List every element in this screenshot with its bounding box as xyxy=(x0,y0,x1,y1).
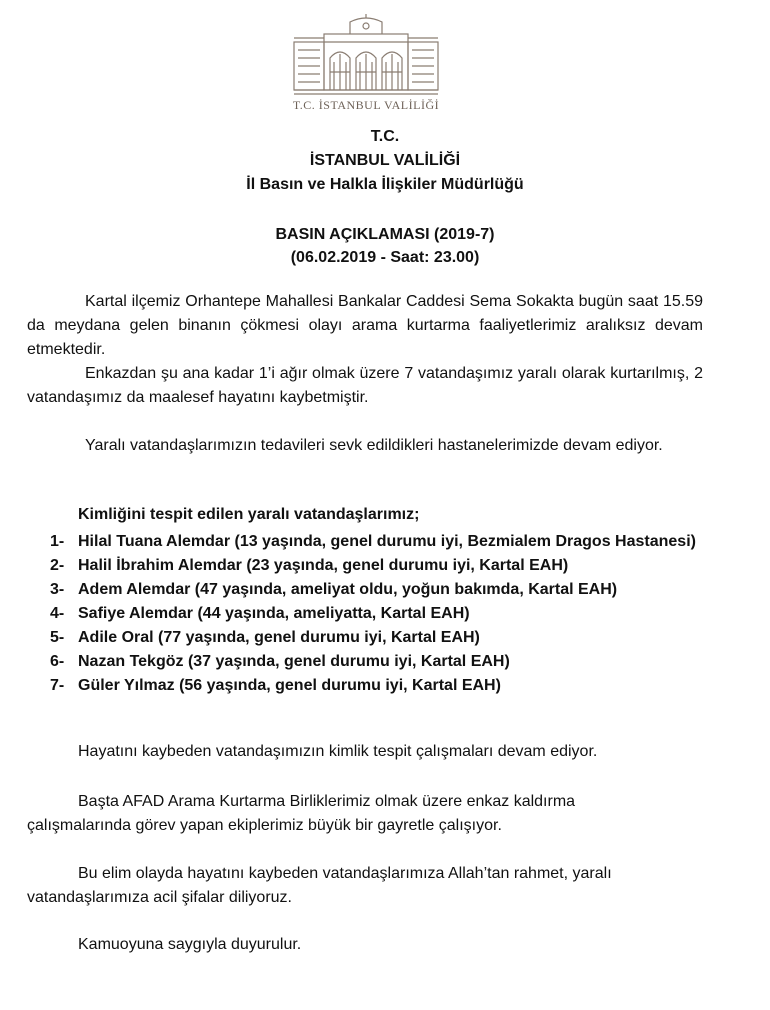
list-item-number: 3- xyxy=(50,581,65,598)
list-item-text: Adem Alemdar (47 yaşında, ameliyat oldu, yoğun bakımda, Kartal EAH) xyxy=(78,581,618,598)
list-item-number: 7- xyxy=(50,677,65,694)
paragraph-afad-line1: Başta AFAD Arama Kurtarma Birliklerimiz olmak üzere enkaz kaldırma xyxy=(78,793,576,810)
paragraph-announcement: Kamuoyuna saygıyla duyurulur. xyxy=(78,936,302,953)
istanbul-valiligi-logo xyxy=(290,12,442,116)
paragraph-afad-line2: çalışmalarında görev yapan ekiplerimiz büyük bir gayretle çalışıyor. xyxy=(27,817,502,834)
list-item-number: 4- xyxy=(50,605,65,622)
paragraph-condolence-line1: Bu elim olayda hayatını kaybeden vatandaşlarımıza Allah’tan rahmet, yaralı xyxy=(78,865,612,882)
list-item xyxy=(50,650,704,674)
governorship-building-icon xyxy=(290,12,442,98)
paragraph-casualties: Enkazdan şu ana kadar 1’i ağır olmak üzere 7 vatandaşımız yaralı olarak kurtarılmış, 2 vatandaşımız da maalesef hayatını kaybetmiştir. xyxy=(27,365,703,406)
list-item-text: Nazan Tekgöz (37 yaşında, genel durumu iyi, Kartal EAH) xyxy=(78,653,510,670)
press-release-title: BASIN AÇIKLAMASI (2019-7) xyxy=(275,226,495,243)
list-item xyxy=(50,554,704,578)
paragraph-incident: Kartal ilçemiz Orhantepe Mahallesi Bankalar Caddesi Sema Sokakta bugün saat 15.59 da meydana gelen binanın çökmesi olayı arama kurtarma faaliyetlerimiz aralıksız devam etmektedir. xyxy=(27,293,703,358)
list-item-text: Güler Yılmaz (56 yaşında, genel durumu iyi, Kartal EAH) xyxy=(78,677,501,694)
list-item-text: Halil İbrahim Alemdar (23 yaşında, genel durumu iyi, Kartal EAH) xyxy=(78,557,569,574)
header-tc: T.C. xyxy=(370,128,400,145)
list-item xyxy=(50,674,704,698)
list-item xyxy=(50,530,704,554)
paragraph-condolence-line2: vatandaşlarımıza acil şifalar diliyoruz. xyxy=(27,889,292,906)
list-item-text: Safiye Alemdar (44 yaşında, ameliyatta, Kartal EAH) xyxy=(78,605,470,622)
header-department: İl Basın ve Halkla İlişkiler Müdürlüğü xyxy=(246,176,524,193)
list-item xyxy=(50,578,704,602)
list-item xyxy=(50,602,704,626)
paragraph-identification: Hayatını kaybeden vatandaşımızın kimlik tespit çalışmaları devam ediyor. xyxy=(78,743,598,760)
list-item-number: 6- xyxy=(50,653,65,670)
logo-caption: T.C. İSTANBUL VALİLİĞİ xyxy=(292,98,440,112)
injured-list xyxy=(50,530,704,698)
press-release-date: (06.02.2019 - Saat: 23.00) xyxy=(290,249,480,266)
list-item-text: Adile Oral (77 yaşında, genel durumu iyi, Kartal EAH) xyxy=(78,629,480,646)
paragraph-treatment: Yaralı vatandaşlarımızın tedavileri sevk edildikleri hastanelerimizde devam ediyor. xyxy=(85,437,663,454)
list-item-text: Hilal Tuana Alemdar (13 yaşında, genel durumu iyi, Bezmialem Dragos Hastanesi) xyxy=(78,533,696,550)
list-item-number: 5- xyxy=(50,629,65,646)
header-istanbul-valiligi: İSTANBUL VALİLİĞİ xyxy=(309,152,461,169)
list-item xyxy=(50,626,704,650)
list-item-number: 1- xyxy=(50,533,65,550)
list-item-number: 2- xyxy=(50,557,65,574)
injured-list-heading: Kimliğini tespit edilen yaralı vatandaşlarımız; xyxy=(78,506,420,523)
